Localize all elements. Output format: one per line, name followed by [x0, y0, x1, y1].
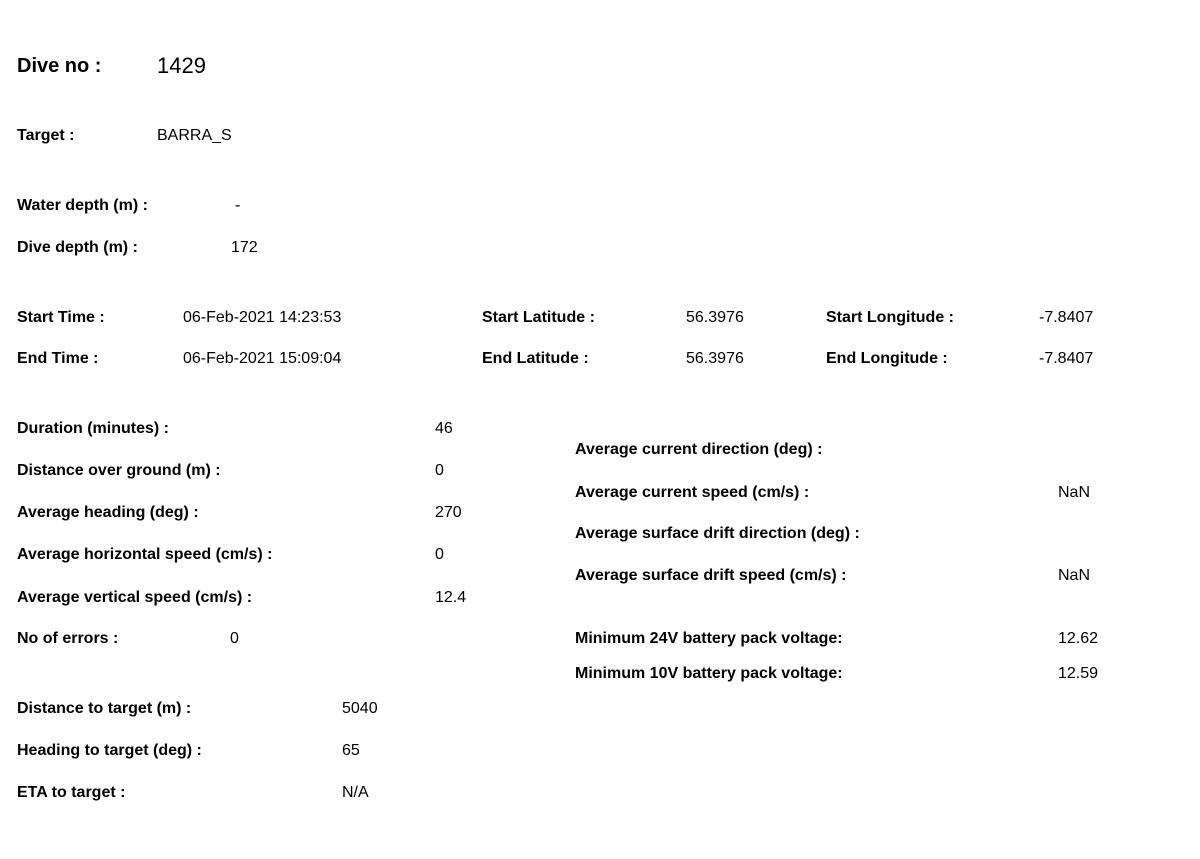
water-depth-label: Water depth (m) :: [17, 197, 148, 214]
average-heading-value: 270: [435, 504, 462, 521]
end-latitude-value: 56.3976: [686, 350, 744, 367]
average-current-speed-value: NaN: [1058, 484, 1091, 501]
eta-to-target-value: N/A: [342, 784, 369, 801]
average-horizontal-speed-value: 0: [435, 546, 444, 563]
average-current-direction-label: Average current direction (deg) :: [575, 441, 823, 458]
average-surface-drift-direction-label: Average surface drift direction (deg) :: [575, 525, 860, 542]
start-time-label: Start Time :: [17, 309, 105, 326]
start-latitude-label: Start Latitude :: [482, 309, 595, 326]
dive-depth-label: Dive depth (m) :: [17, 239, 138, 256]
heading-to-target-label: Heading to target (deg) :: [17, 742, 202, 759]
battery-10v-label: Minimum 10V battery pack voltage:: [575, 665, 843, 682]
average-vertical-speed-value: 12.4: [435, 589, 467, 606]
dive-depth-value: 172: [231, 239, 258, 256]
distance-to-target-label: Distance to target (m) :: [17, 700, 192, 717]
end-longitude-value: -7.8407: [1039, 350, 1094, 367]
target-value: BARRA_S: [157, 127, 232, 144]
eta-to-target-label: ETA to target :: [17, 784, 126, 801]
dive-no-label: Dive no :: [17, 55, 102, 77]
end-longitude-label: End Longitude :: [826, 350, 948, 367]
errors-value: 0: [230, 630, 239, 647]
distance-over-ground-label: Distance over ground (m) :: [17, 462, 221, 479]
average-vertical-speed-label: Average vertical speed (cm/s) :: [17, 589, 253, 606]
start-longitude-label: Start Longitude :: [826, 309, 954, 326]
end-latitude-label: End Latitude :: [482, 350, 589, 367]
average-current-speed-label: Average current speed (cm/s) :: [575, 484, 810, 501]
battery-24v-value: 12.62: [1058, 630, 1099, 647]
average-horizontal-speed-label: Average horizontal speed (cm/s) :: [17, 546, 273, 563]
distance-to-target-value: 5040: [342, 700, 378, 717]
target-label: Target :: [17, 127, 75, 144]
duration-value: 46: [435, 420, 453, 437]
heading-to-target-value: 65: [342, 742, 360, 759]
water-depth-value: -: [235, 197, 241, 214]
average-surface-drift-speed-value: NaN: [1058, 567, 1091, 584]
battery-10v-value: 12.59: [1058, 665, 1099, 682]
start-latitude-value: 56.3976: [686, 309, 744, 326]
errors-label: No of errors :: [17, 630, 119, 647]
duration-label: Duration (minutes) :: [17, 420, 169, 437]
battery-24v-label: Minimum 24V battery pack voltage:: [575, 630, 843, 647]
end-time-value: 06-Feb-2021 15:09:04: [183, 350, 342, 367]
end-time-label: End Time :: [17, 350, 99, 367]
start-longitude-value: -7.8407: [1039, 309, 1094, 326]
dive-no-value: 1429: [157, 53, 206, 78]
start-time-value: 06-Feb-2021 14:23:53: [183, 309, 342, 326]
distance-over-ground-value: 0: [435, 462, 444, 479]
average-heading-label: Average heading (deg) :: [17, 504, 199, 521]
average-surface-drift-speed-label: Average surface drift speed (cm/s) :: [575, 567, 847, 584]
